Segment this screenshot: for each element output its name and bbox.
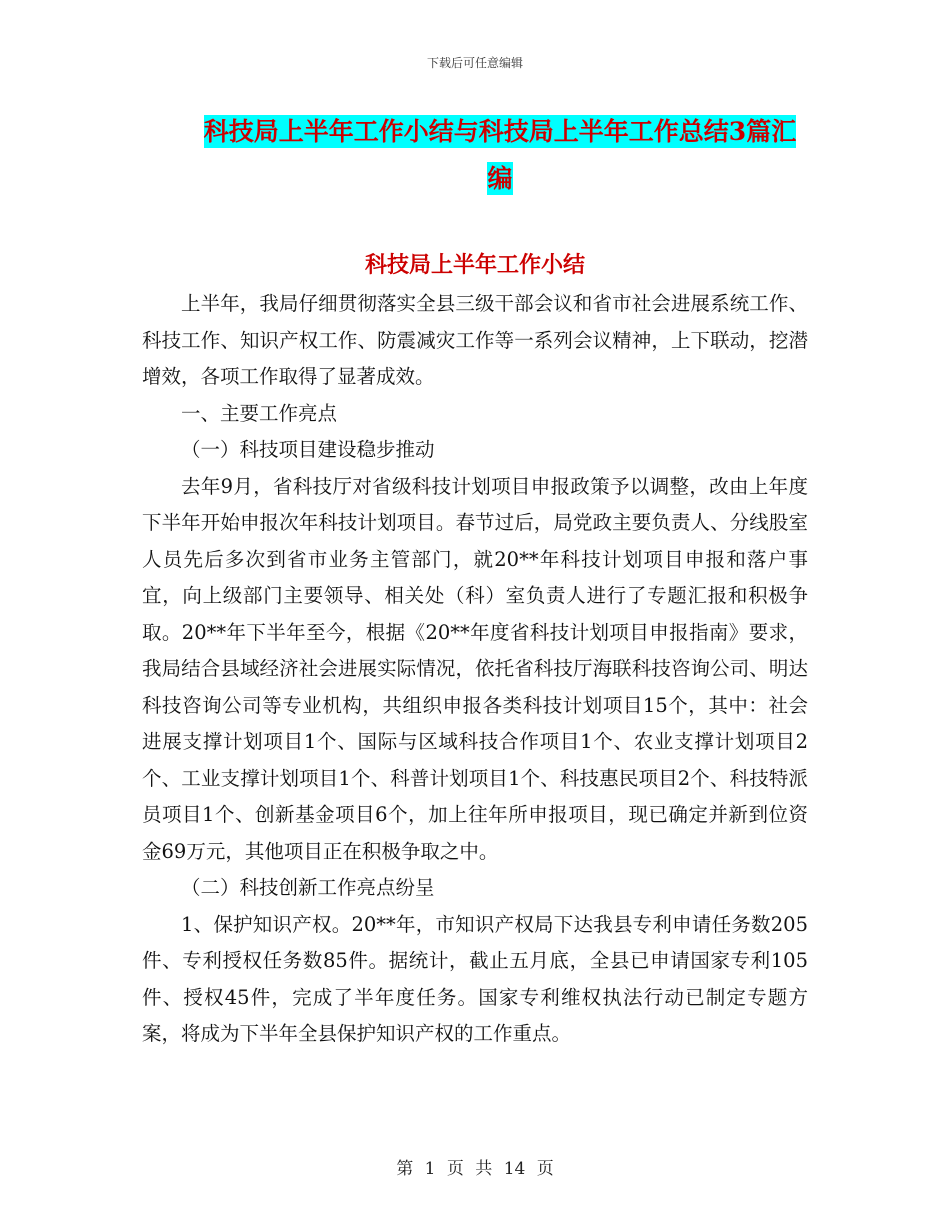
document-title (195, 108, 805, 202)
paragraph-subheading: （一）科技项目建设稳步推动 (181, 438, 435, 461)
paragraph: 1、保护知识产权。20**年，市知识产权局下达我县专利申请任务数205件、专利授权任务数85件。据统计，截止五月底，全县已申请国家专利105件、授权45件，完成了半年度任务。国家专利维权执法行动已制定专题方案，将成为下半年全县保护知识产权的工作重点。 (142, 912, 808, 1045)
document-body (142, 286, 808, 1053)
page-footer: 第 1 页 共 14 页 (396, 1159, 554, 1179)
paragraph: 上半年，我局仔细贯彻落实全县三级干部会议和省市社会进展系统工作、科技工作、知识产权工作、防震减灾工作等一系列会议精神，上下联动，挖潜增效，各项工作取得了显著成效。 (142, 292, 808, 388)
header-note: 下载后可任意编辑 (426, 56, 523, 70)
paragraph: 去年9月，省科技厅对省级科技计划项目申报政策予以调整，改由上年度下半年开始申报次年科技计划项目。春节过后，局党政主要负责人、分线股室人员先后多次到省市业务主管部门，就20**年科技计划项目申报和落户事宜，向上级部门主要领导、相关处（科）室负责人进行了专题汇报和积极争取。20**年下半年至今，根据《20**年度省科技计划项目申报指南》要求，我局结合县域经济社会进展实际情况，依托省科技厅海联科技咨询公司、明达科技咨询公司等专业机构，共组织申报各类科技计划项目15个，其中：社会进展支撑计划项目1个、国际与区域科技合作项目1个、农业支撑计划项目2个、工业支撑计划项目1个、科普计划项目1个、科技惠民项目2个、科技特派员项目1个、创新基金项目6个，加上往年所申报项目，现已确定并新到位资金69万元，其他项目正在积极争取之中。 (142, 474, 808, 863)
section-title: 科技局上半年工作小结 (364, 252, 585, 278)
document-title-text: 科技局上半年工作小结与科技局上半年工作总结3篇汇编 (203, 117, 797, 193)
paragraph-subheading: （二）科技创新工作亮点纷呈 (181, 876, 435, 899)
paragraph-heading: 一、主要工作亮点 (181, 401, 338, 425)
